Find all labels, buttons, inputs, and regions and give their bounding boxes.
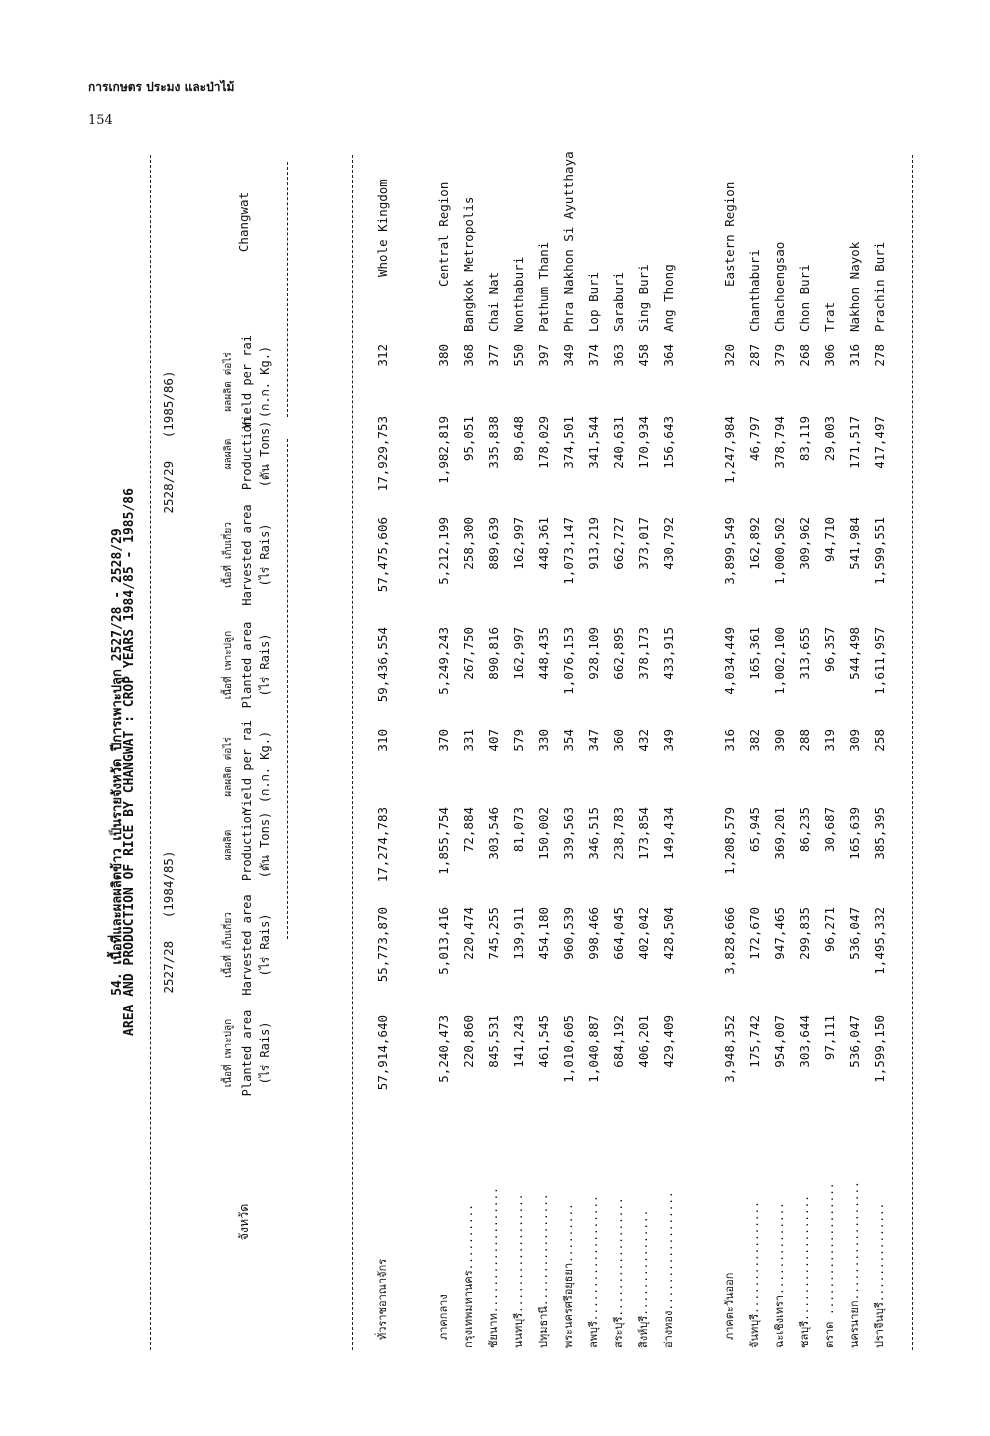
row-value-col5: 544,498 bbox=[847, 627, 862, 680]
row-value-col5: 433,915 bbox=[661, 627, 676, 680]
row-value-col1: 406,201 bbox=[636, 1015, 651, 1068]
row-province-thai: ลพบุรี................... bbox=[587, 1195, 600, 1348]
header-h-yield-col8: Yield per rai bbox=[240, 335, 254, 429]
header-h-yield-th-col8: ผลผลิต ต่อไร่ bbox=[223, 352, 234, 412]
row-value-col6: 541,984 bbox=[847, 517, 862, 570]
row-changwat-english: Lop Buri bbox=[586, 271, 601, 332]
header-u-area-col5: (ไร่ Rais) bbox=[258, 633, 272, 697]
row-value-col8: 268 bbox=[797, 344, 812, 367]
row-value-col6: 57,475,606 bbox=[375, 517, 390, 593]
row-value-col4: 579 bbox=[511, 729, 526, 752]
row-value-col8: 349 bbox=[561, 344, 576, 367]
row-value-col8: 363 bbox=[611, 344, 626, 367]
header-u-kg-col4: (ก.ก. Kg.) bbox=[258, 730, 272, 804]
row-value-col5: 890,816 bbox=[486, 627, 501, 680]
row-value-col5: 267,750 bbox=[461, 627, 476, 680]
row-value-col8: 287 bbox=[747, 344, 762, 367]
row-value-col3: 346,515 bbox=[586, 807, 601, 860]
row-value-col6: 889,639 bbox=[486, 517, 501, 570]
header-h-production-th-col3: ผลผลิต bbox=[223, 829, 234, 861]
row-value-col6: 448,361 bbox=[536, 517, 551, 570]
row-value-col6: 3,899,549 bbox=[722, 517, 737, 585]
row-value-col5: 165,361 bbox=[747, 627, 762, 680]
col-province-thai: จังหวัด bbox=[236, 1203, 251, 1241]
header-h-production-col3: Production bbox=[240, 808, 254, 882]
header-h-harvested-col2: Harvested area bbox=[240, 894, 254, 996]
row-value-col1: 536,047 bbox=[847, 1015, 862, 1068]
row-value-col7: 29,003 bbox=[822, 416, 837, 462]
row-value-col6: 1,599,551 bbox=[872, 517, 887, 585]
row-value-col8: 550 bbox=[511, 344, 526, 367]
table-title-thai: 54. เนื้อที่และผลผลิตข้าว เป็นรายจังหวัด ปีการเพาะปลูก 2527/28 - 2528/29 bbox=[110, 528, 125, 996]
row-value-col5: 162,997 bbox=[511, 627, 526, 680]
row-value-col3: 238,783 bbox=[611, 807, 626, 860]
row-value-col5: 662,895 bbox=[611, 627, 626, 680]
row-value-col6: 373,017 bbox=[636, 517, 651, 570]
row-value-col4: 347 bbox=[586, 729, 601, 752]
row-value-col6: 309,962 bbox=[797, 517, 812, 570]
bottom-rule bbox=[912, 155, 913, 1350]
row-value-col7: 156,643 bbox=[661, 416, 676, 469]
row-value-col5: 1,002,100 bbox=[772, 627, 787, 695]
row-changwat-english: Nakhon Nayok bbox=[847, 241, 862, 332]
row-value-col1: 5,240,473 bbox=[436, 1015, 451, 1083]
row-value-col2: 454,180 bbox=[536, 907, 551, 960]
row-province-thai: สิงห์บุรี................ bbox=[637, 1209, 650, 1348]
row-value-col8: 364 bbox=[661, 344, 676, 367]
row-value-col3: 150,002 bbox=[536, 807, 551, 860]
row-value-col8: 397 bbox=[536, 344, 551, 367]
row-value-col3: 369,201 bbox=[772, 807, 787, 860]
row-value-col3: 17,274,783 bbox=[375, 807, 390, 883]
header-h-planted-col5: Planted area bbox=[240, 621, 254, 709]
header-u-ton-col3: (ตัน Tons) bbox=[258, 811, 272, 879]
year2-underline bbox=[287, 162, 288, 417]
row-value-col7: 335,838 bbox=[486, 416, 501, 469]
row-province-thai: ชลบุรี................... bbox=[798, 1195, 811, 1348]
row-value-col7: 417,497 bbox=[872, 416, 887, 469]
row-value-col7: 374,501 bbox=[561, 416, 576, 469]
row-value-col2: 960,539 bbox=[561, 907, 576, 960]
row-value-col6: 162,892 bbox=[747, 517, 762, 570]
row-changwat-english: Central Region bbox=[436, 181, 451, 287]
header-h-yield-th-col4: ผลผลิต ต่อไร่ bbox=[223, 737, 234, 797]
row-value-col5: 1,076,153 bbox=[561, 627, 576, 695]
top-rule bbox=[150, 155, 151, 1350]
year1-label: 2527/28 (1984/85) bbox=[161, 850, 176, 994]
row-value-col2: 536,047 bbox=[847, 907, 862, 960]
row-value-col4: 310 bbox=[375, 729, 390, 752]
row-value-col3: 65,945 bbox=[747, 807, 762, 853]
header-h-planted-col1: Planted area bbox=[240, 1009, 254, 1097]
row-value-col5: 5,249,243 bbox=[436, 627, 451, 695]
row-changwat-english: Nonthaburi bbox=[511, 256, 526, 332]
row-value-col1: 1,010,605 bbox=[561, 1015, 576, 1083]
row-value-col1: 429,409 bbox=[661, 1015, 676, 1068]
row-value-col7: 341,544 bbox=[586, 416, 601, 469]
row-value-col2: 5,013,416 bbox=[436, 907, 451, 975]
row-value-col1: 3,948,352 bbox=[722, 1015, 737, 1083]
row-value-col5: 59,436,554 bbox=[375, 627, 390, 703]
row-value-col4: 316 bbox=[722, 729, 737, 752]
row-changwat-english: Ang Thong bbox=[661, 264, 676, 332]
row-value-col8: 380 bbox=[436, 344, 451, 367]
row-changwat-english: Sing Buri bbox=[636, 264, 651, 332]
row-value-col7: 240,631 bbox=[611, 416, 626, 469]
row-province-thai: ชัยนาท................... bbox=[487, 1187, 500, 1348]
header-h-planted-th-col5: เนื้อที่ เพาะปลูก bbox=[223, 630, 234, 700]
row-value-col4: 288 bbox=[797, 729, 812, 752]
col-changwat: Changwat bbox=[236, 191, 251, 253]
row-value-col8: 379 bbox=[772, 344, 787, 367]
row-value-col3: 385,395 bbox=[872, 807, 887, 860]
row-value-col7: 378,794 bbox=[772, 416, 787, 469]
row-value-col1: 97,111 bbox=[822, 1015, 837, 1061]
row-province-thai: พระนครศรีอยุธยา......... bbox=[562, 1203, 575, 1348]
row-value-col7: 17,929,753 bbox=[375, 416, 390, 492]
row-value-col4: 349 bbox=[661, 729, 676, 752]
running-header: การเกษตร ประมง และป่าไม้ bbox=[88, 80, 235, 94]
row-changwat-english: Phra Nakhon Si Ayutthaya bbox=[561, 151, 576, 332]
header-h-harvested-th-col2: เนื้อที่ เก็บเกี่ยว bbox=[223, 912, 234, 978]
rotated-table bbox=[92, 151, 922, 1362]
row-value-col1: 175,742 bbox=[747, 1015, 762, 1068]
row-changwat-english: Bangkok Metropolis bbox=[461, 196, 476, 332]
row-province-thai: ตราด .................... bbox=[823, 1182, 836, 1348]
row-value-col3: 149,434 bbox=[661, 807, 676, 860]
row-province-thai: กรุงเทพมหานคร.......... bbox=[462, 1204, 475, 1348]
row-value-col1: 845,531 bbox=[486, 1015, 501, 1068]
row-province-thai: อ่างทอง.................. bbox=[662, 1191, 675, 1348]
row-value-col8: 312 bbox=[375, 344, 390, 367]
row-value-col1: 141,243 bbox=[511, 1015, 526, 1068]
row-value-col2: 220,474 bbox=[461, 907, 476, 960]
row-value-col3: 86,235 bbox=[797, 807, 812, 853]
row-value-col7: 46,797 bbox=[747, 416, 762, 462]
row-value-col7: 83,119 bbox=[797, 416, 812, 462]
row-value-col2: 299,835 bbox=[797, 907, 812, 960]
row-value-col2: 96,271 bbox=[822, 907, 837, 953]
row-value-col3: 165,639 bbox=[847, 807, 862, 860]
row-value-col3: 339,563 bbox=[561, 807, 576, 860]
row-value-col8: 306 bbox=[822, 344, 837, 367]
row-value-col6: 662,727 bbox=[611, 517, 626, 570]
header-h-production-col7: Production bbox=[240, 417, 254, 491]
row-value-col2: 3,828,666 bbox=[722, 907, 737, 975]
header-u-area-col6: (ไร่ Rais) bbox=[258, 523, 272, 587]
row-value-col2: 428,504 bbox=[661, 907, 676, 960]
row-value-col3: 1,855,754 bbox=[436, 807, 451, 875]
row-changwat-english: Chai Nat bbox=[486, 271, 501, 332]
row-value-col5: 96,357 bbox=[822, 627, 837, 673]
row-value-col5: 4,034,449 bbox=[722, 627, 737, 695]
header-bottom-rule bbox=[352, 155, 353, 1350]
row-value-col4: 330 bbox=[536, 729, 551, 752]
row-value-col3: 30,687 bbox=[822, 807, 837, 853]
row-province-thai: สระบุรี.................. bbox=[612, 1197, 625, 1348]
row-value-col2: 947,465 bbox=[772, 907, 787, 960]
header-h-harvested-th-col6: เนื้อที่ เก็บเกี่ยว bbox=[223, 522, 234, 588]
row-value-col6: 1,073,147 bbox=[561, 517, 576, 585]
row-value-col7: 178,029 bbox=[536, 416, 551, 469]
row-value-col1: 1,040,887 bbox=[586, 1015, 601, 1083]
header-h-planted-th-col1: เนื้อที่ เพาะปลูก bbox=[223, 1018, 234, 1088]
row-changwat-english: Whole Kingdom bbox=[375, 179, 390, 277]
row-value-col6: 430,792 bbox=[661, 517, 676, 570]
row-changwat-english: Pathum Thani bbox=[536, 241, 551, 332]
row-value-col8: 278 bbox=[872, 344, 887, 367]
row-province-thai: ปราจีนบุรี............... bbox=[873, 1202, 886, 1348]
row-province-thai: นครนายก.................. bbox=[848, 1181, 861, 1348]
row-value-col5: 928,109 bbox=[586, 627, 601, 680]
row-value-col2: 664,045 bbox=[611, 907, 626, 960]
year2-label: 2528/29 (1985/86) bbox=[161, 370, 176, 514]
row-value-col4: 331 bbox=[461, 729, 476, 752]
row-value-col5: 1,611,957 bbox=[872, 627, 887, 695]
row-value-col4: 390 bbox=[772, 729, 787, 752]
row-value-col6: 5,212,199 bbox=[436, 517, 451, 585]
row-changwat-english: Chanthaburi bbox=[747, 249, 762, 332]
row-value-col7: 95,051 bbox=[461, 416, 476, 462]
row-value-col3: 173,854 bbox=[636, 807, 651, 860]
year1-underline bbox=[287, 439, 288, 939]
row-value-col1: 684,192 bbox=[611, 1015, 626, 1068]
row-value-col7: 89,648 bbox=[511, 416, 526, 462]
row-value-col7: 171,517 bbox=[847, 416, 862, 469]
row-value-col7: 1,247,984 bbox=[722, 416, 737, 484]
row-province-thai: ทั่วราชอาณาจักร bbox=[376, 1258, 389, 1340]
row-value-col2: 745,255 bbox=[486, 907, 501, 960]
header-u-ton-col7: (ตัน Tons) bbox=[258, 420, 272, 488]
header-u-area-col1: (ไร่ Rais) bbox=[258, 1021, 272, 1085]
row-value-col8: 374 bbox=[586, 344, 601, 367]
row-changwat-english: Chon Buri bbox=[797, 264, 812, 332]
row-value-col8: 377 bbox=[486, 344, 501, 367]
row-changwat-english: Prachin Buri bbox=[872, 241, 887, 332]
row-changwat-english: Saraburi bbox=[611, 271, 626, 332]
row-value-col6: 1,000,502 bbox=[772, 517, 787, 585]
header-h-production-th-col7: ผลผลิต bbox=[223, 438, 234, 470]
row-value-col8: 458 bbox=[636, 344, 651, 367]
row-value-col2: 1,495,332 bbox=[872, 907, 887, 975]
row-value-col7: 170,934 bbox=[636, 416, 651, 469]
row-changwat-english: Eastern Region bbox=[722, 181, 737, 287]
row-value-col3: 1,208,579 bbox=[722, 807, 737, 875]
row-value-col4: 370 bbox=[436, 729, 451, 752]
row-value-col1: 461,545 bbox=[536, 1015, 551, 1068]
row-value-col3: 303,546 bbox=[486, 807, 501, 860]
row-value-col6: 94,710 bbox=[822, 517, 837, 563]
row-province-thai: นนทบุรี.................. bbox=[512, 1193, 525, 1348]
header-h-yield-col4: Yield per rai bbox=[240, 720, 254, 814]
row-province-thai: จันทบุรี................. bbox=[748, 1201, 761, 1348]
row-value-col2: 998,466 bbox=[586, 907, 601, 960]
row-value-col8: 368 bbox=[461, 344, 476, 367]
row-value-col2: 139,911 bbox=[511, 907, 526, 960]
row-province-thai: ปทุมธานี................. bbox=[537, 1193, 550, 1348]
row-value-col5: 313,655 bbox=[797, 627, 812, 680]
row-value-col3: 81,073 bbox=[511, 807, 526, 853]
row-value-col8: 320 bbox=[722, 344, 737, 367]
row-changwat-english: Trat bbox=[822, 301, 837, 332]
row-province-thai: ภาคกลาง bbox=[437, 1294, 450, 1340]
row-value-col1: 1,599,150 bbox=[872, 1015, 887, 1083]
row-value-col4: 258 bbox=[872, 729, 887, 752]
header-u-area-col2: (ไร่ Rais) bbox=[258, 913, 272, 977]
row-value-col2: 402,042 bbox=[636, 907, 651, 960]
row-value-col8: 316 bbox=[847, 344, 862, 367]
row-value-col4: 382 bbox=[747, 729, 762, 752]
row-value-col4: 360 bbox=[611, 729, 626, 752]
row-changwat-english: Chachoengsao bbox=[772, 241, 787, 332]
row-value-col4: 309 bbox=[847, 729, 862, 752]
row-value-col1: 220,860 bbox=[461, 1015, 476, 1068]
row-value-col4: 432 bbox=[636, 729, 651, 752]
row-value-col2: 55,773,870 bbox=[375, 907, 390, 983]
row-value-col5: 448,435 bbox=[536, 627, 551, 680]
row-value-col5: 378,173 bbox=[636, 627, 651, 680]
header-h-harvested-col6: Harvested area bbox=[240, 504, 254, 606]
row-value-col6: 258,300 bbox=[461, 517, 476, 570]
row-value-col7: 1,982,819 bbox=[436, 416, 451, 484]
row-province-thai: ฉะเชิงเทรา.............. bbox=[773, 1202, 786, 1348]
row-value-col1: 954,007 bbox=[772, 1015, 787, 1068]
row-value-col4: 319 bbox=[822, 729, 837, 752]
row-value-col6: 162,997 bbox=[511, 517, 526, 570]
page-number: 154 bbox=[88, 113, 113, 128]
row-value-col4: 354 bbox=[561, 729, 576, 752]
row-value-col4: 407 bbox=[486, 729, 501, 752]
row-value-col1: 57,914,640 bbox=[375, 1015, 390, 1091]
row-value-col6: 913,219 bbox=[586, 517, 601, 570]
row-value-col1: 303,644 bbox=[797, 1015, 812, 1068]
row-province-thai: ภาคตะวันออก bbox=[723, 1272, 736, 1340]
row-value-col3: 72,884 bbox=[461, 807, 476, 853]
row-value-col2: 172,670 bbox=[747, 907, 762, 960]
header-u-kg-col8: (ก.ก. Kg.) bbox=[258, 345, 272, 419]
table-title-english: AREA AND PRODUCTION OF RICE BY CHANGWAT : CROP YEARS 1984/85 - 1985/86 bbox=[122, 488, 137, 1036]
